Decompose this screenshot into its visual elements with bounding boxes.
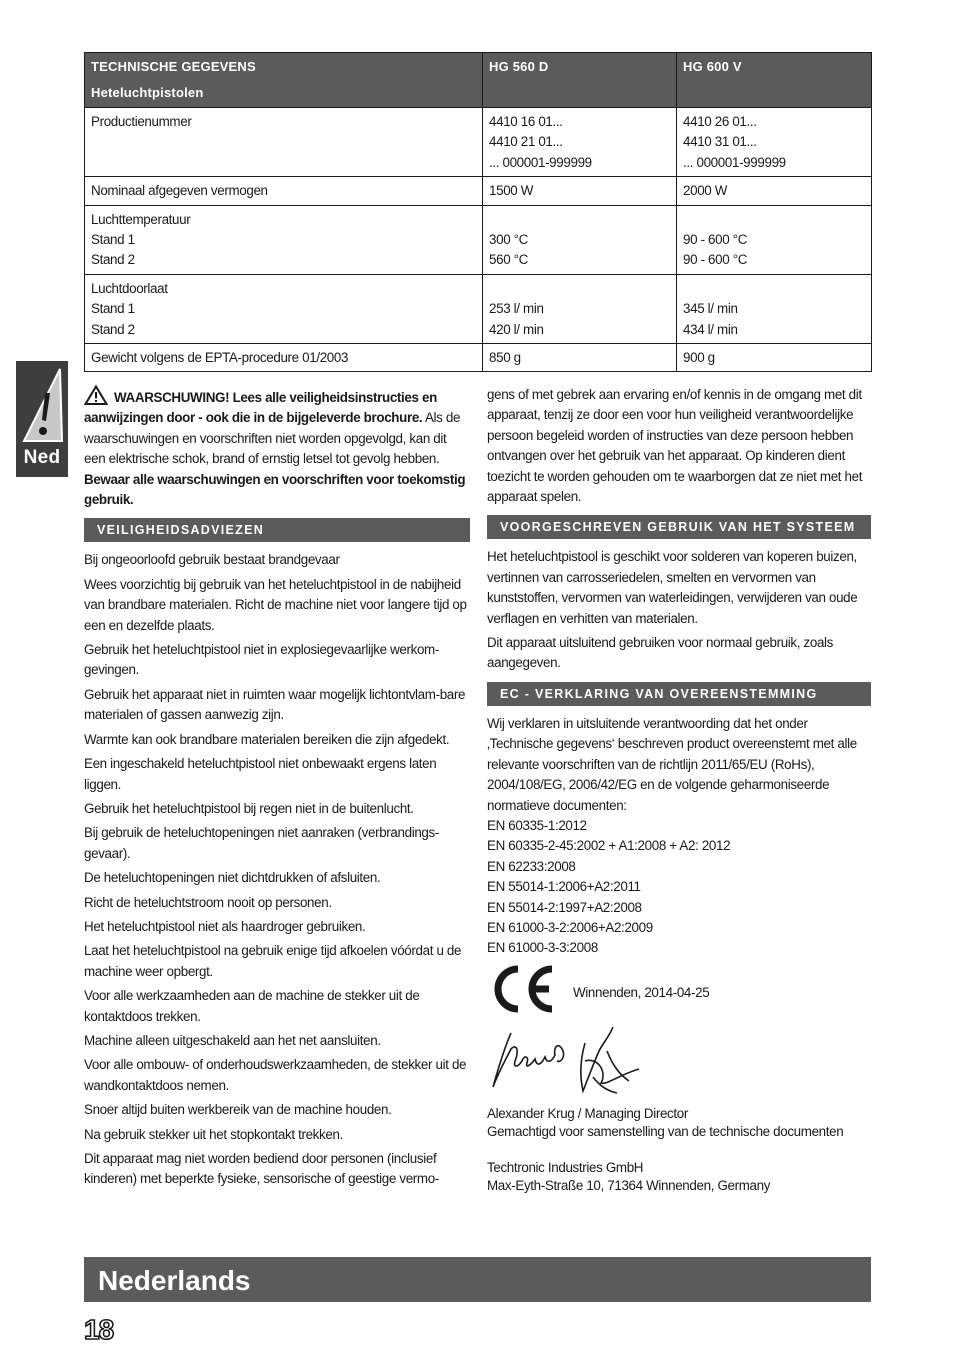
list-item: Voor alle werkzaamheden aan de machine de stekker uit de kontaktdoos trekken.: [84, 988, 420, 1024]
table-header-row: [85, 53, 872, 108]
signatory-block: [487, 1105, 871, 1195]
list-item: Een ingeschakeld heteluchtpistool niet onbewaakt ergens laten liggen.: [84, 756, 437, 792]
language-side-tab: [16, 361, 68, 477]
language-code: Ned: [23, 447, 61, 468]
row-value-b: 345 l/ min 434 l/ min: [677, 274, 872, 343]
warning-triangle-icon: [20, 367, 64, 445]
row-label: Nominaal afgegeven vermogen: [85, 177, 483, 205]
signature-image: [489, 1021, 659, 1101]
list-item: EN 61000-3-3:2008: [487, 940, 598, 956]
ec-intro: Wij verklaren in uitsluitende verantwoording dat het onder ‚Technische gegevens‘ beschreven product overeenstemt met alle relevante voorschriften van de richtlijn 2011/65/EU (RoHs), 2004/108/EG, 2006/42/EG en de volgende geharmoniseerde normatieve documenten:: [487, 715, 857, 813]
model-a-header: HG 560 D: [483, 53, 677, 108]
list-item: Laat het heteluchtpistool na gebruik enige tijd afkoelen vóórdat u de machine weer opbergt.: [84, 943, 462, 979]
safety-list: [84, 550, 470, 1189]
right-column: [487, 385, 871, 1195]
list-item: Bij ongeoorloofd gebruik bestaat brandgevaar: [84, 552, 340, 568]
row-label: Luchttemperatuur Stand 1 Stand 2: [85, 205, 483, 274]
table-row: [85, 108, 872, 177]
table-row: [85, 344, 872, 372]
footer-language-bar: [84, 1257, 871, 1302]
row-value-a: 4410 16 01... 4410 21 01... ... 000001-999999: [483, 108, 677, 177]
list-item: Warmte kan ook brandbare materialen bereiken die zijn afgedekt.: [84, 731, 450, 747]
row-value-b: 90 - 600 °C 90 - 600 °C: [677, 205, 872, 274]
warning-emphasis: Bewaar alle waarschuwingen en voorschriften voor toekomstig gebruik.: [84, 471, 466, 508]
row-value-a: 850 g: [483, 344, 677, 372]
authorized-text: Gemachtigd voor samenstelling van de technische documenten: [487, 1123, 844, 1139]
row-value-b: 2000 W: [677, 177, 872, 205]
intended-use-paragraph: Dit apparaat uitsluitend gebruiken voor normaal gebruik, zoals aangegeven.: [487, 635, 834, 671]
list-item: Snoer altijd buiten werkbereik van de machine houden.: [84, 1102, 392, 1118]
table-title: TECHNISCHE GEGEVENS: [91, 59, 256, 74]
company-name: Techtronic Industries GmbH: [487, 1159, 644, 1175]
list-item: Dit apparaat mag niet worden bediend door personen (inclusief kinderen) met beperkte fysieke, sensorische of geestige vermo-: [84, 1151, 439, 1187]
warning-heading: WAARSCHUWING! Lees alle veiligheidsinstructies en aanwijzingen door - ook die in de bijgeleverde brochure.: [84, 390, 437, 426]
list-item: Gebruik het heteluchtpistool bij regen niet in de buitenlucht.: [84, 800, 414, 816]
page-number: 18: [84, 1314, 114, 1345]
place-date: Winnenden, 2014-04-25: [573, 984, 710, 1000]
list-item: Het heteluchtpistool niet als haardroger gebruiken.: [84, 918, 366, 934]
row-value-a: 300 °C 560 °C: [483, 205, 677, 274]
warning-body: Als de waarschuwingen en voorschriften niet worden opgevolgd, kan dit een elektrische schok, brand of ernstig letsel tot gevolg hebben.: [84, 410, 461, 467]
list-item: Voor alle ombouw- of onderhoudswerkzaamheden, de stekker uit de wandkontaktdoos nemen.: [84, 1057, 467, 1093]
list-item: EN 60335-1:2012: [487, 817, 587, 833]
row-label: Gewicht volgens de EPTA-procedure 01/2003: [85, 344, 483, 372]
row-label: Productienummer: [85, 108, 483, 177]
list-item: EN 55014-2:1997+A2:2008: [487, 899, 642, 915]
safety-continuation: gens of met gebrek aan ervaring en/of kennis in de omgang met dit apparaat, tenzij ze door een voor hun veiligheid verantwoordelijke persoon begeleid worden of instructies van deze persoon hebben ontvangen over het gebruik van het apparaat. Op kinderen dient toezicht te worden gehouden om te waarborgen dat ze niet met het apparaat spelen.: [487, 387, 863, 505]
intended-use-title: VOORGESCHREVEN GEBRUIK VAN HET SYSTEEM: [487, 515, 871, 539]
left-column: [84, 385, 470, 1194]
list-item: EN 61000-3-2:2006+A2:2009: [487, 919, 653, 935]
list-item: De heteluchtopeningen niet dichtdrukken of afsluiten.: [84, 870, 381, 886]
list-item: Wees voorzichtig bij gebruik van het heteluchtpistool in de nabijheid van brandbare materialen. Richt de machine niet voor langere tijd op een en dezelfde plaats.: [84, 576, 467, 633]
ce-mark-icon: [489, 965, 555, 1013]
warning-block: [84, 385, 470, 510]
table-row: [85, 205, 872, 274]
list-item: EN 60335-2-45:2002 + A1:2008 + A2: 2012: [487, 838, 731, 854]
list-item: Richt de heteluchtstroom nooit op personen.: [84, 894, 332, 910]
model-b-header: HG 600 V: [677, 53, 872, 108]
row-value-a: 253 l/ min 420 l/ min: [483, 274, 677, 343]
ec-declaration-title: EC - VERKLARING VAN OVEREENSTEMMING: [487, 682, 871, 706]
warning-icon: [84, 385, 108, 405]
table-row: [85, 177, 872, 205]
list-item: Bij gebruik de heteluchtopeningen niet aanraken (verbrandings-gevaar).: [84, 825, 439, 861]
company-address: Max-Eyth-Straße 10, 71364 Winnenden, Germany: [487, 1177, 771, 1193]
list-item: Machine alleen uitgeschakeld aan het net aansluiten.: [84, 1032, 381, 1048]
technical-data-table: [84, 52, 872, 372]
row-value-b: 4410 26 01... 4410 31 01... ... 000001-999999: [677, 108, 872, 177]
signatory: Alexander Krug / Managing Director: [487, 1105, 688, 1121]
row-label: Luchtdoorlaat Stand 1 Stand 2: [85, 274, 483, 343]
footer-language: Nederlands: [98, 1265, 251, 1296]
standards-list: [487, 816, 871, 959]
intended-use-paragraph: Het heteluchtpistool is geschikt voor solderen van koperen buizen, vertinnen van carrosseriedelen, smelten en vervormen van kunststoffen, vervormen van waterleidingen, verwijderen van oude verflagen en verhitten van materialen.: [487, 549, 858, 626]
list-item: Gebruik het apparaat niet in ruimten waar mogelijk lichtontvlam-bare materialen of gassen aanwezig zijn.: [84, 686, 466, 723]
table-row: [85, 274, 872, 343]
list-item: EN 55014-1:2006+A2:2011: [487, 879, 641, 895]
table-header-title: [85, 53, 483, 108]
list-item: Gebruik het heteluchtpistool niet in explosiegevaarlijke werkom-gevingen.: [84, 642, 439, 678]
safety-section-title: VEILIGHEIDSADVIEZEN: [84, 518, 470, 542]
row-value-a: 1500 W: [483, 177, 677, 205]
table-subtitle: Heteluchtpistolen: [91, 85, 204, 100]
list-item: Na gebruik stekker uit het stopkontakt trekken.: [84, 1126, 343, 1142]
row-value-b: 900 g: [677, 344, 872, 372]
list-item: EN 62233:2008: [487, 858, 576, 874]
ce-row: [487, 965, 871, 1023]
